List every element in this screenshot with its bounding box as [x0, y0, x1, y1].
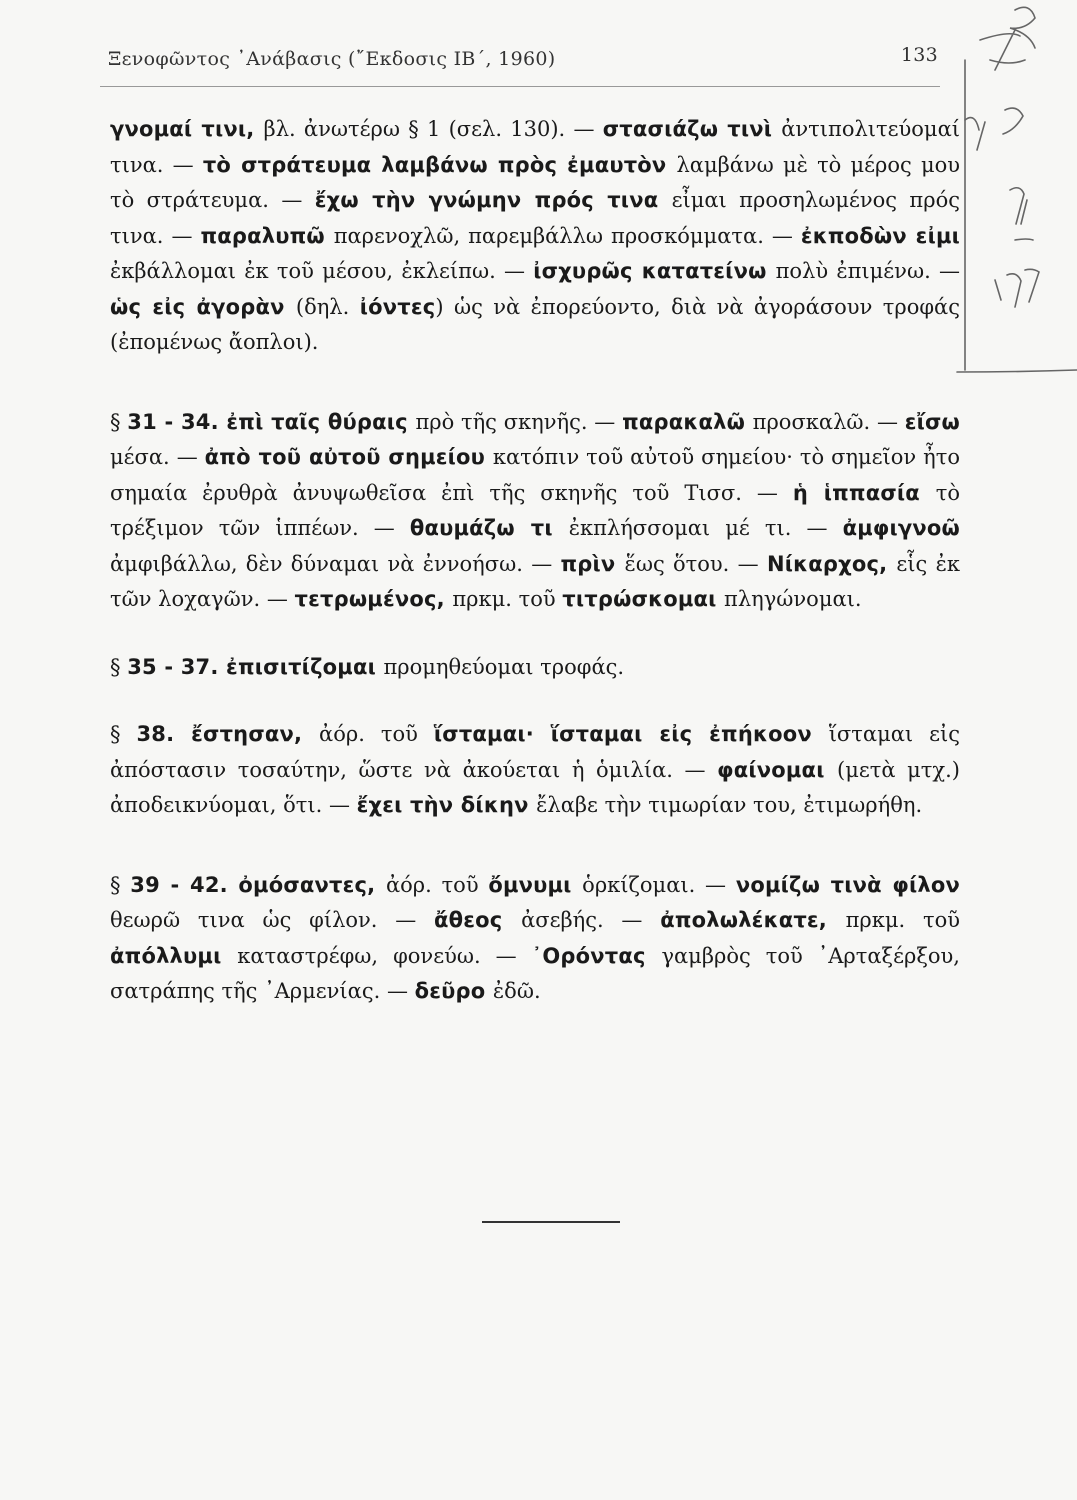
- headword: θαυμάζω τι: [409, 516, 569, 540]
- gloss-text: παρενοχλῶ, παρεμβάλλω προσκόμματα. —: [333, 223, 801, 248]
- headword: ἀπολωλέκατε,: [660, 908, 846, 932]
- paragraph-section-39-42: [110, 868, 960, 1010]
- end-rule: [482, 1221, 620, 1223]
- gloss-text: πληγώνομαι.: [724, 587, 862, 611]
- gloss-text: ἀσεβής. —: [521, 908, 661, 932]
- gloss-text: ἔλαβε τὴν τιμωρίαν του, ἐτιμωρήθη.: [536, 793, 923, 817]
- gloss-text: πρκμ. τοῦ: [845, 908, 961, 932]
- gloss-text: ἐκβάλλομαι ἐκ τοῦ μέσου, ἐκλείπω. —: [110, 259, 534, 283]
- headword: τιτρώσκομαι: [562, 587, 725, 611]
- headword: ὄμνυμι: [488, 872, 583, 897]
- gloss-text: λαμβάνω μὲ τὸ μέρος μου τὸ στράτευμα. —: [110, 152, 961, 212]
- paragraph-section-31-34: [110, 405, 960, 618]
- headword: τὸ στράτευμα λαμβάνω πρὸς ἐμαυτὸν: [202, 152, 677, 177]
- headword: στασιάζω τινὶ: [602, 117, 782, 141]
- headword: ἡ ἱππασία: [792, 480, 936, 505]
- headword: ἵσταμαι· ἵσταμαι εἰς ἐπήκοον: [433, 722, 829, 746]
- header-title: Ξενοφῶντος ᾿Ανάβασις (῎Εκδοσις ΙΒ΄, 1960): [108, 48, 556, 70]
- headword: εἴσω: [904, 409, 960, 434]
- gloss-text: εἷς ἐκ τῶν λοχαγῶν. —: [110, 551, 960, 611]
- headword: δεῦρο: [414, 979, 493, 1003]
- headword: ἔχει τὴν δίκην: [356, 793, 537, 817]
- headword: ᾿Ορόντας: [531, 943, 662, 968]
- gloss-text: ἵσταμαι εἰς ἀπόστασιν τοσαύτην, ὥστε νὰ ἀκούεται ἡ ὁμιλία. —: [110, 722, 961, 782]
- gloss-text: §: [110, 722, 137, 746]
- gloss-text: προμηθεύομαι τροφάς.: [383, 654, 625, 679]
- headword: παρακαλῶ: [622, 409, 753, 434]
- headword: ἰόντες: [359, 294, 436, 319]
- gloss-text: πολὺ ἐπιμένω. —: [775, 259, 960, 283]
- pencil-scribble-icon: [955, 0, 1077, 380]
- headword: ἔχω τὴν γνώμην πρός τινα: [314, 188, 672, 212]
- headword: νομίζω τινὰ φίλον: [735, 872, 961, 897]
- running-header: [108, 44, 938, 70]
- headword: τετρωμένος,: [294, 587, 453, 611]
- gloss-text: ὁρκίζομαι. —: [582, 872, 736, 897]
- gloss-text: καταστρέφω, φονεύω. —: [237, 943, 532, 968]
- header-rule: [100, 86, 940, 87]
- gloss-text: κατόπιν τοῦ αὐτοῦ σημείου· τὸ σημεῖον ἦτο σημαία ἐρυθρὰ ἀνυψωθεῖσα ἐπὶ τῆς σκηνῆς τοῦ Τισσ. —: [110, 445, 960, 505]
- gloss-text: ἐδῶ.: [492, 979, 541, 1003]
- headword: 31 - 34. ἐπὶ ταῖς θύραις: [127, 409, 416, 434]
- headword: φαίνομαι: [717, 757, 838, 782]
- gloss-text: (δηλ.: [295, 294, 360, 319]
- paragraph-section-35-37: [110, 650, 960, 686]
- handwritten-margin-notes: [955, 0, 1077, 380]
- headword: γνομαί τινι,: [110, 117, 264, 141]
- gloss-text: θεωρῶ τινα ὡς φίλον. —: [110, 908, 435, 932]
- gloss-text: ἀμφιβάλλω, δὲν δύναμαι νὰ ἐννοήσω. —: [110, 551, 561, 576]
- gloss-text: ἐκπλήσσομαι μέ τι. —: [568, 516, 843, 540]
- paragraph-section-38: [110, 717, 960, 824]
- gloss-text: προσκαλῶ. —: [752, 409, 905, 434]
- gloss-text: §: [110, 409, 128, 434]
- gloss-text: (μετὰ μτχ.) ἀποδεικνύομαι, ὅτι. —: [110, 757, 960, 817]
- headword: ὡς εἰς ἀγορὰν: [110, 294, 296, 319]
- gloss-text: ) ὡς νὰ ἐπορεύοντο, διὰ νὰ ἀγοράσουν τροφάς (ἐπομένως ἄοπλοι).: [110, 294, 960, 354]
- headword: ἀπόλλυμι: [110, 943, 238, 968]
- gloss-text: μέσα. —: [110, 445, 205, 469]
- gloss-text: ἀντιπολιτεύομαί τινα. —: [110, 117, 960, 177]
- page-number: 133: [900, 44, 938, 66]
- headword: ἄθεος: [434, 908, 522, 932]
- headword: ἰσχυρῶς κατατείνω: [533, 259, 776, 283]
- gloss-text: ἕως ὅτου. —: [624, 551, 767, 576]
- gloss-text: ἀόρ. τοῦ: [319, 722, 434, 746]
- gloss-text: πρὸ τῆς σκηνῆς. —: [415, 409, 623, 434]
- headword: Νίκαρχος,: [766, 551, 897, 576]
- headword: 39 - 42. ὀμόσαντες,: [130, 872, 386, 897]
- headword: 35 - 37. ἐπισιτίζομαι: [127, 654, 384, 679]
- headword: πρὶν: [560, 551, 625, 576]
- gloss-text: πρκμ. τοῦ: [452, 587, 563, 611]
- gloss-text: ἀόρ. τοῦ: [385, 872, 489, 897]
- headword: ἀπὸ τοῦ αὐτοῦ σημείου: [204, 445, 493, 469]
- gloss-text: §: [110, 872, 131, 897]
- page-body: [110, 112, 960, 1010]
- gloss-text: βλ. ἀνωτέρω § 1 (σελ. 130). —: [263, 117, 603, 141]
- headword: παραλυπῶ: [200, 223, 334, 248]
- headword: ἀμφιγνοῶ: [842, 516, 960, 540]
- headword: ἐκποδὼν εἰμι: [800, 223, 960, 248]
- gloss-text: εἶμαι προσηλωμένος πρός τινα. —: [110, 188, 960, 248]
- headword: 38. ἔστησαν,: [136, 722, 320, 746]
- gloss-text: γαμβρὸς τοῦ ᾿Αρταξέρξου, σατράπης τῆς ᾿Αρμενίας. —: [110, 943, 960, 1003]
- paragraph-intro: [110, 112, 960, 361]
- gloss-text: §: [110, 654, 128, 679]
- gloss-text: τὸ τρέξιμον τῶν ἱππέων. —: [110, 480, 960, 540]
